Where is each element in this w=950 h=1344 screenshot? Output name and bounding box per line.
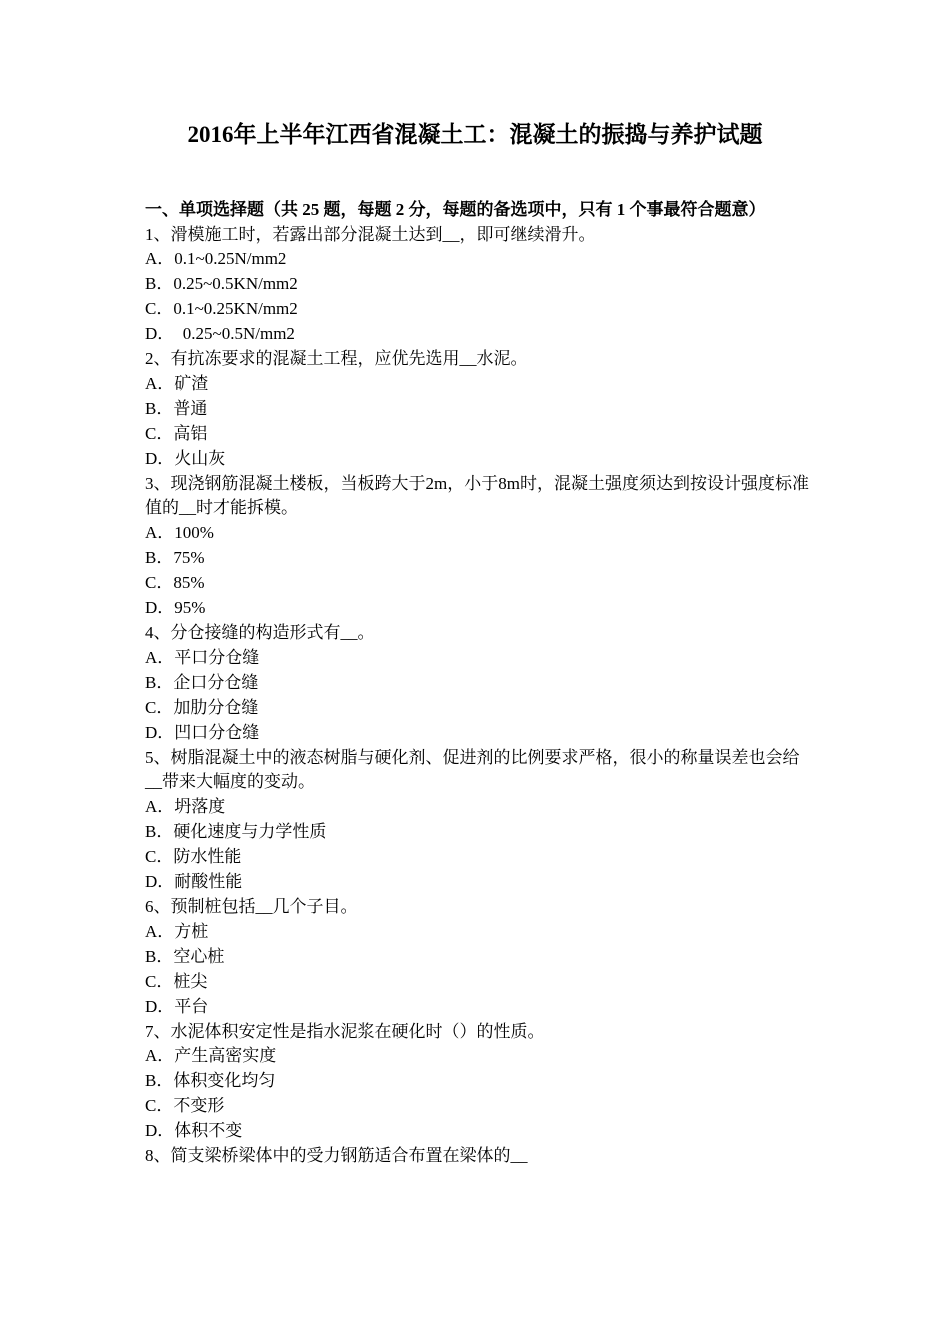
- question-option: B．空心桩: [145, 946, 225, 966]
- question-option: C．加肋分仓缝: [145, 697, 259, 717]
- question-option: C．85%: [145, 573, 205, 593]
- question-option: D．平台: [145, 996, 209, 1016]
- question-option: A．100%: [145, 523, 214, 543]
- question-item: [145, 347, 810, 472]
- question-stem: 6、预制桩包括__几个子目。: [145, 896, 358, 916]
- question-option: D．火山灰: [145, 448, 226, 468]
- question-option: A．平口分仓缝: [145, 647, 260, 667]
- question-option: A．矿渣: [145, 373, 209, 393]
- question-option: D．凹口分仓缝: [145, 722, 260, 742]
- question-option: C．桩尖: [145, 971, 208, 991]
- question-option: B．75%: [145, 548, 205, 568]
- question-stem: 5、树脂混凝土中的液态树脂与硬化剂、促进剂的比例要求严格，很小的称量误差也会给__带来大幅度的变动。: [145, 747, 800, 792]
- question-item: [145, 895, 810, 1020]
- question-item: [145, 1020, 810, 1145]
- section-heading: 一、单项选择题（共 25 题，每题 2 分，每题的备选项中，只有 1 个事最符合题意）: [145, 200, 766, 219]
- question-stem: 8、简支梁桥梁体中的受力钢筋适合布置在梁体的__: [145, 1146, 528, 1166]
- question-item: [145, 223, 810, 348]
- question-list: [145, 223, 810, 1169]
- question-option: B．硬化速度与力学性质: [145, 822, 327, 842]
- question-option: A．方桩: [145, 921, 209, 941]
- question-option: C．高铝: [145, 423, 208, 443]
- question-option: D．耐酸性能: [145, 872, 243, 892]
- question-option: D．体积不变: [145, 1121, 243, 1141]
- question-item: [145, 472, 810, 621]
- question-stem: 1、滑模施工时，若露出部分混凝土达到__，即可继续滑升。: [145, 224, 596, 244]
- document-body: [145, 198, 810, 1169]
- question-option: C．0.1~0.25KN/mm2: [145, 299, 298, 319]
- question-item: [145, 746, 810, 895]
- question-option: A．产生高密实度: [145, 1046, 277, 1066]
- question-stem: 2、有抗冻要求的混凝土工程，应优先选用__水泥。: [145, 349, 528, 369]
- question-item: [145, 621, 810, 746]
- question-option: C．不变形: [145, 1096, 225, 1116]
- question-option: B．企口分仓缝: [145, 672, 259, 692]
- question-option: A．0.1~0.25N/mm2: [145, 249, 287, 269]
- question-option: D．95%: [145, 598, 206, 618]
- question-stem: 7、水泥体积安定性是指水泥浆在硬化时（）的性质。: [145, 1021, 545, 1041]
- question-option: C．防水性能: [145, 847, 242, 867]
- document-title: 2016年上半年江西省混凝土工：混凝土的振捣与养护试题: [187, 122, 763, 147]
- question-stem: 3、现浇钢筋混凝土楼板，当板跨大于2m，小于8m时，混凝土强度须达到按设计强度标准值的__时才能拆模。: [145, 473, 809, 518]
- question-option: B．0.25~0.5KN/mm2: [145, 274, 298, 294]
- question-item: [145, 1144, 810, 1169]
- question-stem: 4、分仓接缝的构造形式有__。: [145, 623, 375, 642]
- question-option: D． 0.25~0.5N/mm2: [145, 324, 295, 344]
- question-option: B．体积变化均匀: [145, 1071, 276, 1091]
- question-option: B．普通: [145, 398, 208, 418]
- question-option: A．坍落度: [145, 797, 226, 817]
